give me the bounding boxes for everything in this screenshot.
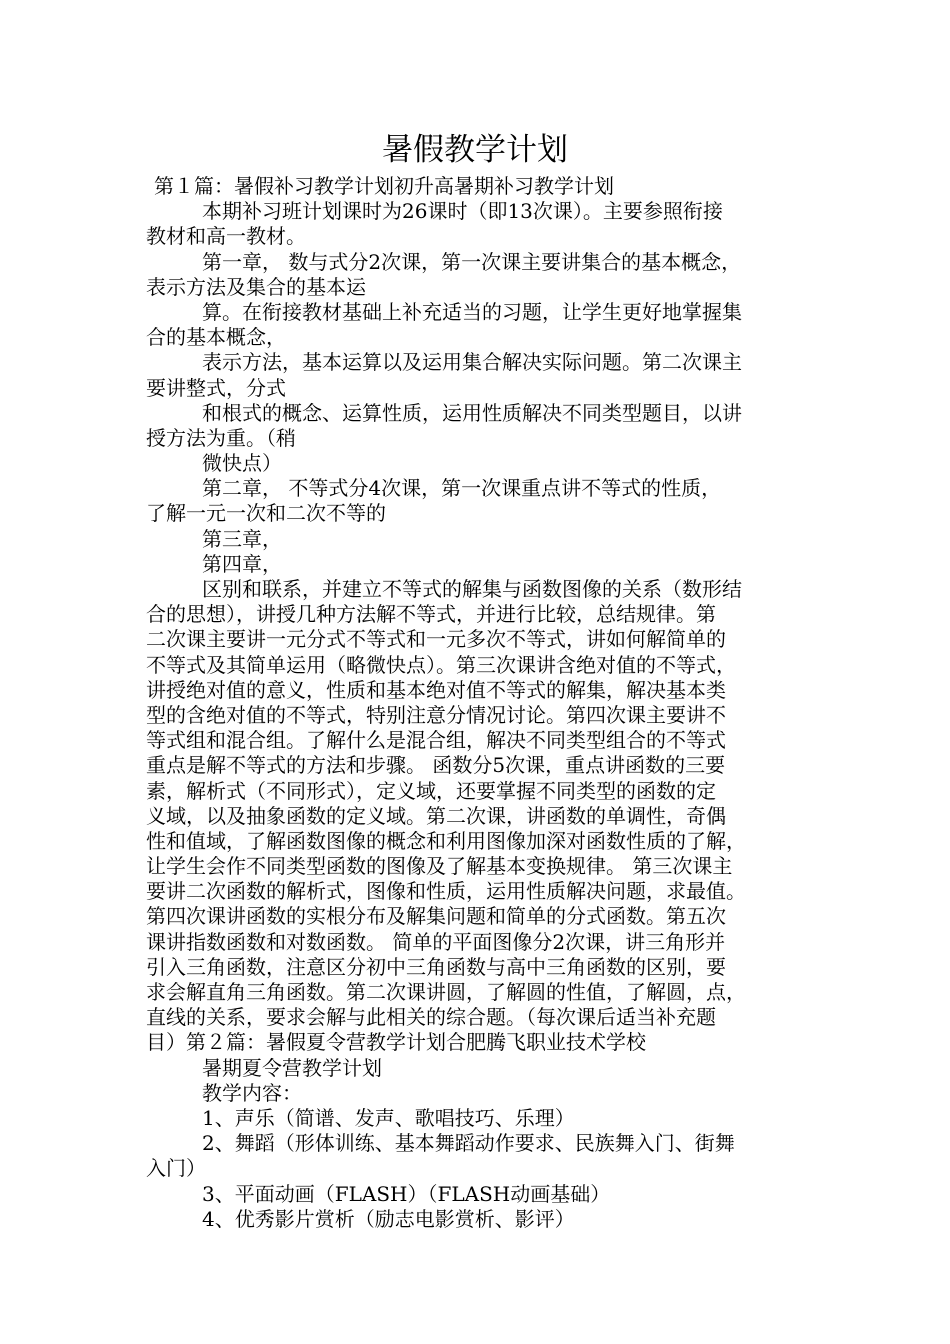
text-line: 教材和高一教材。 [146, 224, 306, 249]
text-line: 课讲指数函数和对数函数。 简单的平面图像分2次课，讲三角形并 [146, 929, 726, 954]
text-line: 要讲二次函数的解析式，图像和性质，运用性质解决问题，求最值。 [146, 879, 746, 904]
text-line: 第一章， 数与式分2次课，第一次课主要讲集合的基本概念， [202, 249, 742, 274]
text-line: 目）第２篇：暑假夏令营教学计划合肥腾飞职业技术学校 [146, 1030, 646, 1055]
text-line: 不等式及其简单运用（略微快点）。第三次课讲含绝对值的不等式， [146, 652, 736, 677]
text-line: 合的思想），讲授几种方法解不等式，并进行比较，总结规律。第 [146, 602, 716, 627]
text-line: 和根式的概念、运算性质，运用性质解决不同类型题目，以讲 [202, 400, 742, 425]
text-line: 型的含绝对值的不等式，特别注意分情况讨论。第四次课主要讲不 [146, 702, 726, 727]
text-line: 表示方法，基本运算以及运用集合解决实际问题。第二次课主 [202, 350, 742, 375]
text-line: 求会解直角三角函数。第二次课讲圆，了解圆的性值，了解圆，点， [146, 980, 746, 1004]
text-line: 算。在衔接教材基础上补充适当的习题，让学生更好地掌握集 [202, 299, 742, 324]
text-line: 4、优秀影片赏析（励志电影赏析、影评） [202, 1206, 575, 1231]
text-line: 教学内容： [202, 1080, 302, 1105]
text-line: 入门） [146, 1156, 206, 1181]
text-line: 暑期夏令营教学计划 [202, 1055, 382, 1080]
text-line: 要讲整式，分式 [146, 375, 286, 400]
text-line: 第１篇：暑假补习教学计划初升高暑期补习教学计划 [154, 174, 614, 198]
text-line: 素，解析式（不同形式），定义域，还要掌握不同类型的函数的定 [146, 778, 716, 803]
text-line: 第四次课讲函数的实根分布及解集问题和简单的分式函数。第五次 [146, 904, 726, 929]
text-line: 性和值域，了解函数图像的概念和利用图像加深对函数性质的了解， [146, 828, 746, 853]
text-line: 授方法为重。（稍 [146, 425, 296, 450]
text-line: 讲授绝对值的意义，性质和基本绝对值不等式的解集，解决基本类 [146, 677, 726, 702]
text-line: 合的基本概念， [146, 325, 286, 350]
text-line: 微快点） [202, 451, 282, 476]
text-line: 第四章， [202, 551, 282, 576]
text-line: 重点是解不等式的方法和步骤。 函数分5次课，重点讲函数的三要 [146, 753, 726, 778]
text-line: 1、声乐（简谱、发声、歌唱技巧、乐理） [202, 1105, 575, 1130]
text-line: 3、平面动画（FLASH）（FLASH动画基础） [202, 1181, 611, 1206]
text-line: 让学生会作不同类型函数的图像及了解基本变换规律。 第三次课主 [146, 854, 733, 879]
text-line: 等式组和混合组。了解什么是混合组，解决不同类型组合的不等式 [146, 728, 726, 753]
text-line: 了解一元一次和二次不等的 [146, 501, 386, 526]
text-line: 引入三角函数，注意区分初中三角函数与高中三角函数的区别，要 [146, 954, 726, 979]
document-title: 暑假教学计划 [382, 132, 568, 168]
document-body [146, 174, 810, 1232]
text-line: 表示方法及集合的基本运 [146, 274, 366, 299]
text-line: 2、舞蹈（形体训练、基本舞蹈动作要求、民族舞入门、街舞 [202, 1131, 735, 1156]
text-line: 第三章， [202, 526, 282, 551]
text-line: 二次课主要讲一元分式不等式和一元多次不等式，讲如何解简单的 [146, 627, 726, 652]
text-line: 义域，以及抽象函数的定义域。第二次课，讲函数的单调性，奇偶 [146, 803, 726, 828]
text-line: 第二章， 不等式分4次课，第一次课重点讲不等式的性质， [202, 476, 722, 501]
text-line: 直线的关系，要求会解与此相关的综合题。（每次课后适当补充题 [146, 1005, 716, 1030]
text-line: 本期补习班计划课时为26课时（即13次课）。主要参照衔接 [202, 199, 723, 224]
text-line: 区别和联系，并建立不等式的解集与函数图像的关系（数形结 [202, 577, 742, 601]
